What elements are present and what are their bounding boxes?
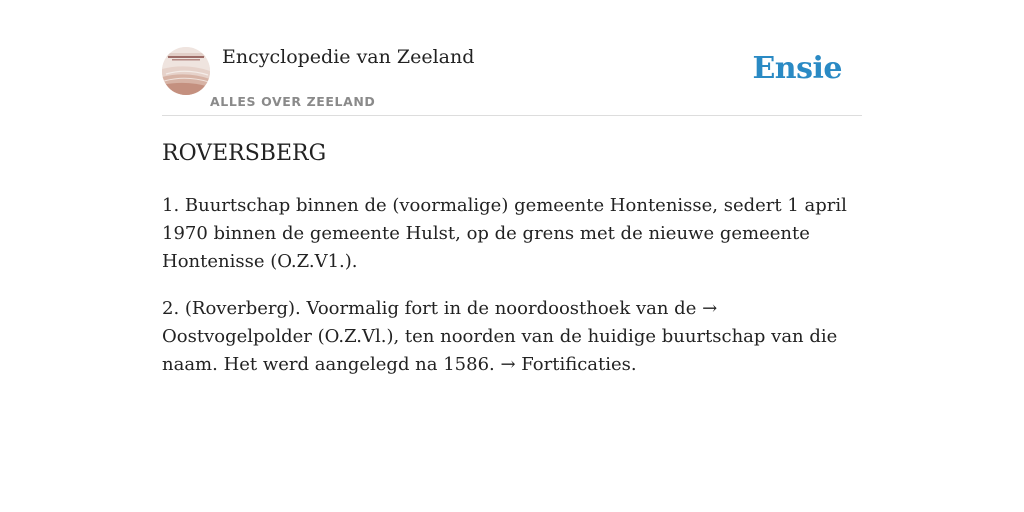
brand-logo[interactable]: Ensie [752,51,842,86]
article-title: ROVERSBERG [162,141,327,166]
article-body [162,192,862,398]
site-title[interactable]: Encyclopedie van Zeeland [222,46,475,68]
article-paragraph: 1. Buurtschap binnen de (voormalige) gemeente Hontenisse, sedert 1 april 1970 binnen de gemeente Hulst, op de grens met de nieuwe gemeente Hontenisse (O.Z.V1.). [162,195,847,272]
article-paragraph: 2. (Roverberg). Voormalig fort in de noordoosthoek van de → Oostvogelpolder (O.Z.Vl.), ten noorden van de huidige buurtschap van die naam. Het werd aangelegd na 1586. → Fortificaties. [162,298,838,375]
book-logo-icon[interactable] [162,47,210,95]
page-container [162,0,862,375]
site-header [162,0,862,116]
site-subtitle: ALLES OVER ZEELAND [210,94,376,109]
